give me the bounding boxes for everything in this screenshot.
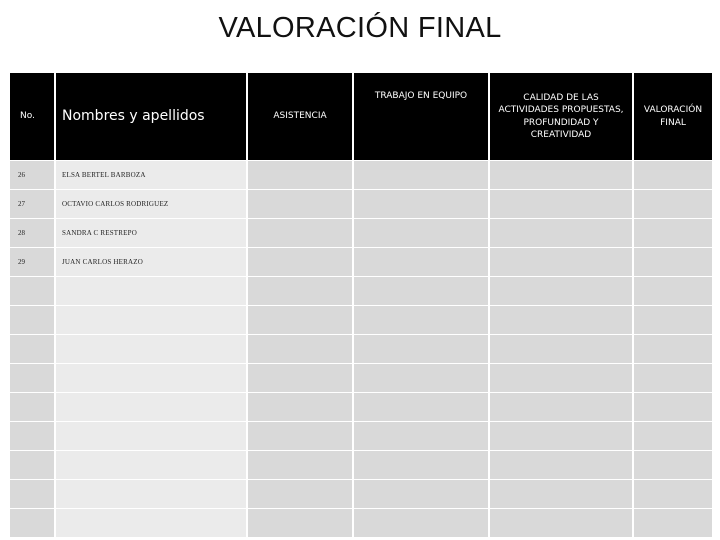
column-header-no: No. xyxy=(10,73,54,160)
column-header-valoracion-final: VALORACIÓN FINAL xyxy=(634,73,712,160)
cell-no[interactable] xyxy=(10,480,54,508)
cell-trabajo-en-equipo[interactable] xyxy=(354,190,488,218)
table-row xyxy=(10,509,712,537)
cell-no[interactable] xyxy=(10,451,54,479)
cell-trabajo-en-equipo[interactable] xyxy=(354,480,488,508)
cell-valoracion-final[interactable] xyxy=(634,248,712,276)
cell-trabajo-en-equipo[interactable] xyxy=(354,451,488,479)
cell-calidad[interactable] xyxy=(490,480,632,508)
cell-asistencia[interactable] xyxy=(248,509,352,537)
table-row xyxy=(10,161,712,189)
cell-calidad[interactable] xyxy=(490,393,632,421)
cell-no[interactable]: 29 xyxy=(10,248,54,276)
cell-calidad[interactable] xyxy=(490,509,632,537)
cell-valoracion-final[interactable] xyxy=(634,277,712,305)
cell-no[interactable]: 27 xyxy=(10,190,54,218)
page-title: VALORACIÓN FINAL xyxy=(218,12,502,44)
cell-trabajo-en-equipo[interactable] xyxy=(354,248,488,276)
cell-trabajo-en-equipo[interactable] xyxy=(354,219,488,247)
cell-valoracion-final[interactable] xyxy=(634,480,712,508)
cell-trabajo-en-equipo[interactable] xyxy=(354,509,488,537)
cell-no[interactable] xyxy=(10,364,54,392)
column-header-names: Nombres y apellidos xyxy=(56,73,246,160)
table-row xyxy=(10,248,712,276)
cell-name[interactable] xyxy=(56,422,246,450)
column-header-asistencia: ASISTENCIA xyxy=(248,73,352,160)
cell-valoracion-final[interactable] xyxy=(634,451,712,479)
cell-name[interactable] xyxy=(56,451,246,479)
cell-asistencia[interactable] xyxy=(248,277,352,305)
cell-valoracion-final[interactable] xyxy=(634,161,712,189)
cell-calidad[interactable] xyxy=(490,161,632,189)
cell-calidad[interactable] xyxy=(490,190,632,218)
cell-calidad[interactable] xyxy=(490,451,632,479)
cell-valoracion-final[interactable] xyxy=(634,422,712,450)
table-row xyxy=(10,422,712,450)
cell-asistencia[interactable] xyxy=(248,364,352,392)
table-row xyxy=(10,190,712,218)
cell-calidad[interactable] xyxy=(490,422,632,450)
cell-asistencia[interactable] xyxy=(248,161,352,189)
cell-valoracion-final[interactable] xyxy=(634,393,712,421)
cell-name[interactable] xyxy=(56,393,246,421)
cell-no[interactable] xyxy=(10,306,54,334)
cell-calidad[interactable] xyxy=(490,364,632,392)
cell-valoracion-final[interactable] xyxy=(634,364,712,392)
cell-valoracion-final[interactable] xyxy=(634,335,712,363)
cell-name[interactable] xyxy=(56,306,246,334)
cell-valoracion-final[interactable] xyxy=(634,306,712,334)
table-row xyxy=(10,393,712,421)
cell-no[interactable] xyxy=(10,335,54,363)
cell-calidad[interactable] xyxy=(490,335,632,363)
cell-trabajo-en-equipo[interactable] xyxy=(354,335,488,363)
table-row xyxy=(10,277,712,305)
cell-asistencia[interactable] xyxy=(248,422,352,450)
cell-name[interactable]: OCTAVIO CARLOS RODRIGUEZ xyxy=(56,190,246,218)
cell-name[interactable] xyxy=(56,277,246,305)
cell-no[interactable] xyxy=(10,509,54,537)
cell-trabajo-en-equipo[interactable] xyxy=(354,393,488,421)
cell-no[interactable]: 26 xyxy=(10,161,54,189)
cell-name[interactable] xyxy=(56,509,246,537)
cell-asistencia[interactable] xyxy=(248,393,352,421)
cell-name[interactable]: SANDRA C RESTREPO xyxy=(56,219,246,247)
cell-calidad[interactable] xyxy=(490,306,632,334)
cell-valoracion-final[interactable] xyxy=(634,219,712,247)
cell-name[interactable] xyxy=(56,480,246,508)
cell-asistencia[interactable] xyxy=(248,190,352,218)
cell-name[interactable]: JUAN CARLOS HERAZO xyxy=(56,248,246,276)
table-row xyxy=(10,364,712,392)
cell-asistencia[interactable] xyxy=(248,219,352,247)
column-header-calidad: CALIDAD DE LAS ACTIVIDADES PROPUESTAS, PROFUNDIDAD Y CREATIVIDAD xyxy=(490,73,632,160)
cell-trabajo-en-equipo[interactable] xyxy=(354,422,488,450)
cell-no[interactable] xyxy=(10,277,54,305)
cell-valoracion-final[interactable] xyxy=(634,509,712,537)
table-row xyxy=(10,451,712,479)
cell-trabajo-en-equipo[interactable] xyxy=(354,277,488,305)
cell-trabajo-en-equipo[interactable] xyxy=(354,364,488,392)
table-row xyxy=(10,480,712,508)
cell-asistencia[interactable] xyxy=(248,248,352,276)
grading-table xyxy=(8,72,714,538)
cell-name[interactable] xyxy=(56,335,246,363)
cell-calidad[interactable] xyxy=(490,277,632,305)
cell-calidad[interactable] xyxy=(490,248,632,276)
cell-name[interactable]: ELSA BERTEL BARBOZA xyxy=(56,161,246,189)
cell-asistencia[interactable] xyxy=(248,306,352,334)
cell-trabajo-en-equipo[interactable] xyxy=(354,161,488,189)
cell-name[interactable] xyxy=(56,364,246,392)
cell-no[interactable] xyxy=(10,393,54,421)
table-row xyxy=(10,335,712,363)
table-row xyxy=(10,219,712,247)
cell-asistencia[interactable] xyxy=(248,480,352,508)
column-header-trabajo-en-equipo: TRABAJO EN EQUIPO xyxy=(354,73,488,160)
cell-no[interactable] xyxy=(10,422,54,450)
cell-valoracion-final[interactable] xyxy=(634,190,712,218)
header-row xyxy=(10,73,712,160)
cell-asistencia[interactable] xyxy=(248,335,352,363)
cell-asistencia[interactable] xyxy=(248,451,352,479)
cell-calidad[interactable] xyxy=(490,219,632,247)
table-row xyxy=(10,306,712,334)
cell-trabajo-en-equipo[interactable] xyxy=(354,306,488,334)
cell-no[interactable]: 28 xyxy=(10,219,54,247)
table-body xyxy=(10,161,712,537)
